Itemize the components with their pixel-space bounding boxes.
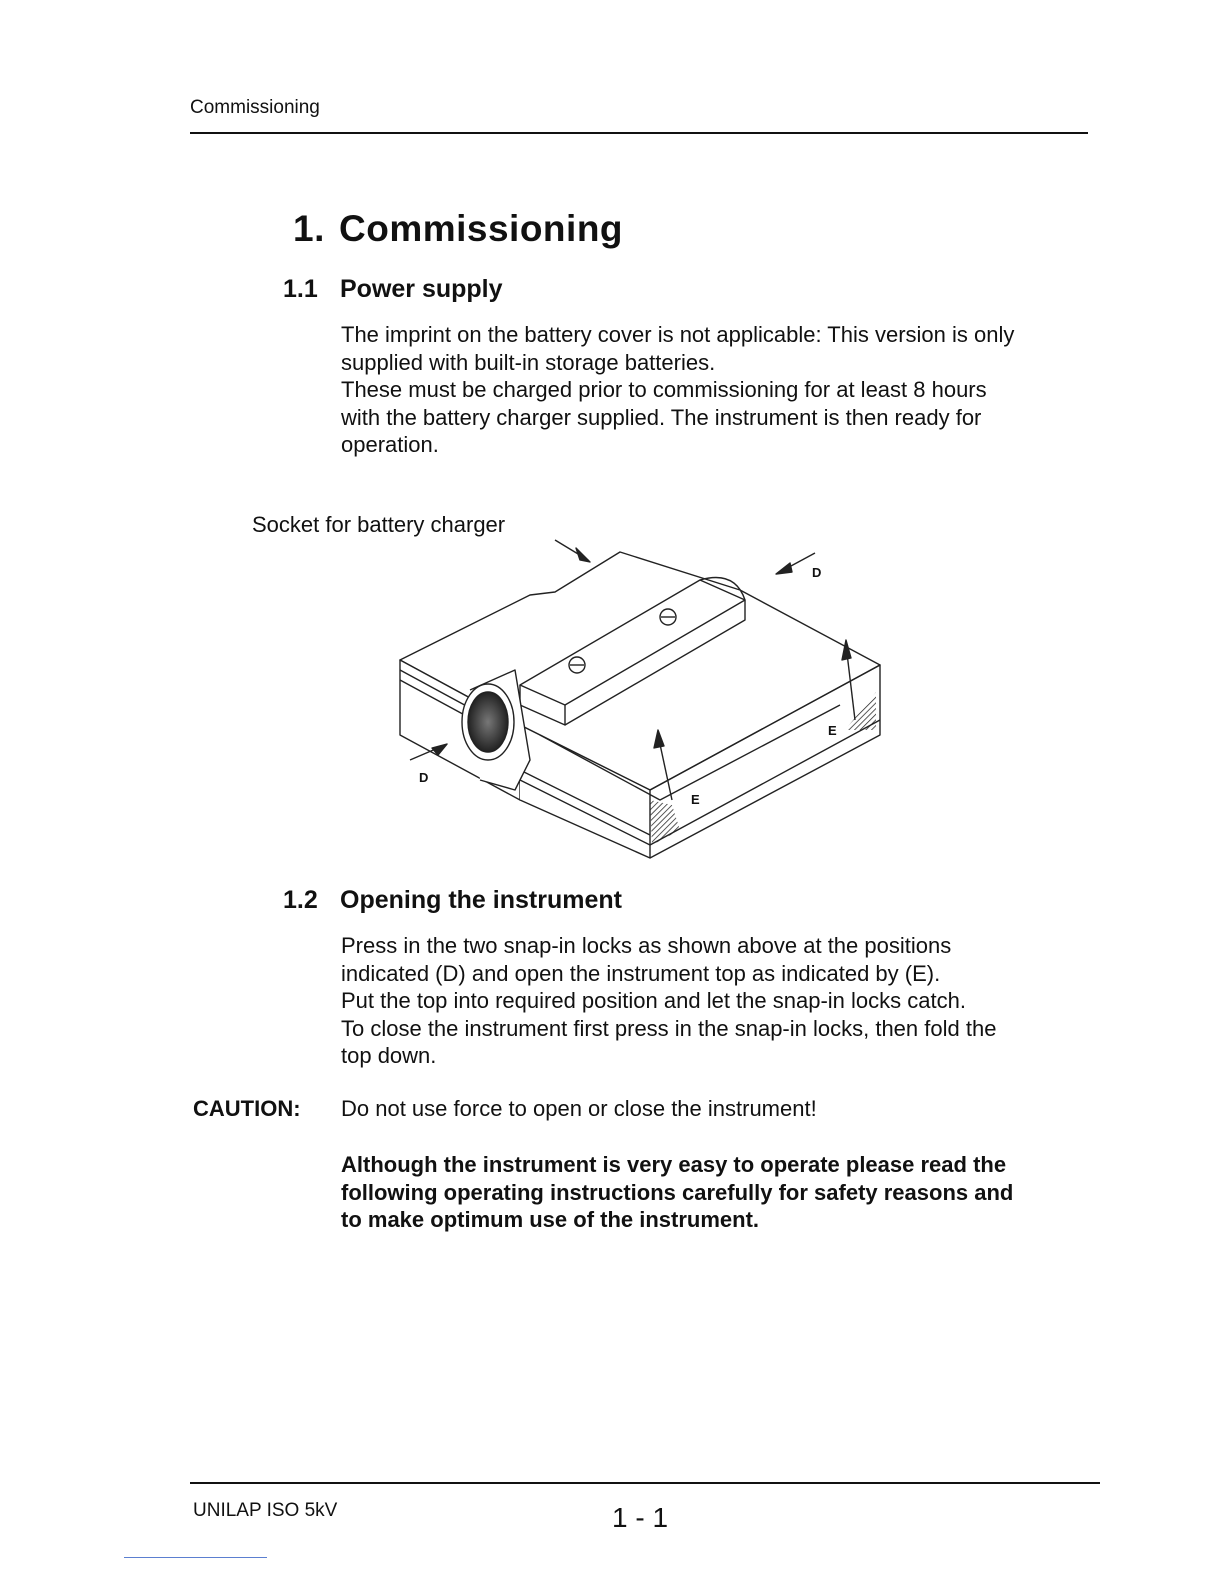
label-e-right: E [828, 723, 837, 738]
scan-artifact-line [124, 1557, 267, 1558]
chapter-title-text: Commissioning [339, 208, 624, 249]
label-d-top: D [812, 565, 822, 580]
section-1-2-title: Opening the instrument [340, 886, 622, 914]
text-line: following operating instructions carefully for safety reasons and [341, 1179, 1014, 1205]
caution-text: Do not use force to open or close the instrument! [341, 1096, 817, 1121]
header-rule [190, 132, 1088, 134]
section-1-1-heading [283, 275, 503, 304]
page-number: 1 - 1 [612, 1502, 669, 1533]
text-line: top down. [341, 1043, 437, 1068]
section-1-2-number: 1.2 [283, 886, 318, 914]
text-line: supplied with built-in storage batteries. [341, 349, 716, 375]
text-line: Put the top into required position and let the snap-in locks catch. [341, 988, 966, 1013]
opening-paragraph [341, 932, 1101, 1070]
text-line: to make optimum use of the instrument. [341, 1207, 760, 1232]
text-line: These must be charged prior to commissioning for at least 8 hours [341, 377, 987, 402]
figure-caption: Socket for battery charger [252, 512, 506, 537]
text-line: operation. [341, 432, 439, 457]
text-line: To close the instrument first press in the snap-in locks, then fold the [341, 1015, 997, 1041]
section-1-2-heading [283, 886, 622, 915]
footer-rule [190, 1482, 1100, 1484]
label-e-front: E [691, 792, 700, 807]
chapter-number: 1. [293, 208, 325, 249]
notice-paragraph [341, 1151, 1101, 1234]
text-line: Press in the two snap-in locks as shown above at the positions [341, 933, 952, 958]
footer-product: UNILAP ISO 5kV [193, 1500, 338, 1521]
text-line: indicated (D) and open the instrument top as indicated by (E). [341, 960, 941, 986]
text-line: Although the instrument is very easy to operate please read the [341, 1152, 1007, 1177]
running-header: Commissioning [190, 97, 320, 118]
section-1-1-number: 1.1 [283, 275, 318, 303]
instrument-illustration [380, 530, 900, 870]
text-line: The imprint on the battery cover is not applicable: This version is only [341, 322, 1015, 347]
power-supply-paragraph [341, 321, 1101, 459]
label-d-left: D [419, 770, 429, 785]
section-1-1-title: Power supply [340, 275, 503, 303]
text-line: with the battery charger supplied. The instrument is then ready for [341, 404, 982, 430]
chapter-title [293, 208, 623, 250]
caution-label: CAUTION: [193, 1096, 301, 1121]
